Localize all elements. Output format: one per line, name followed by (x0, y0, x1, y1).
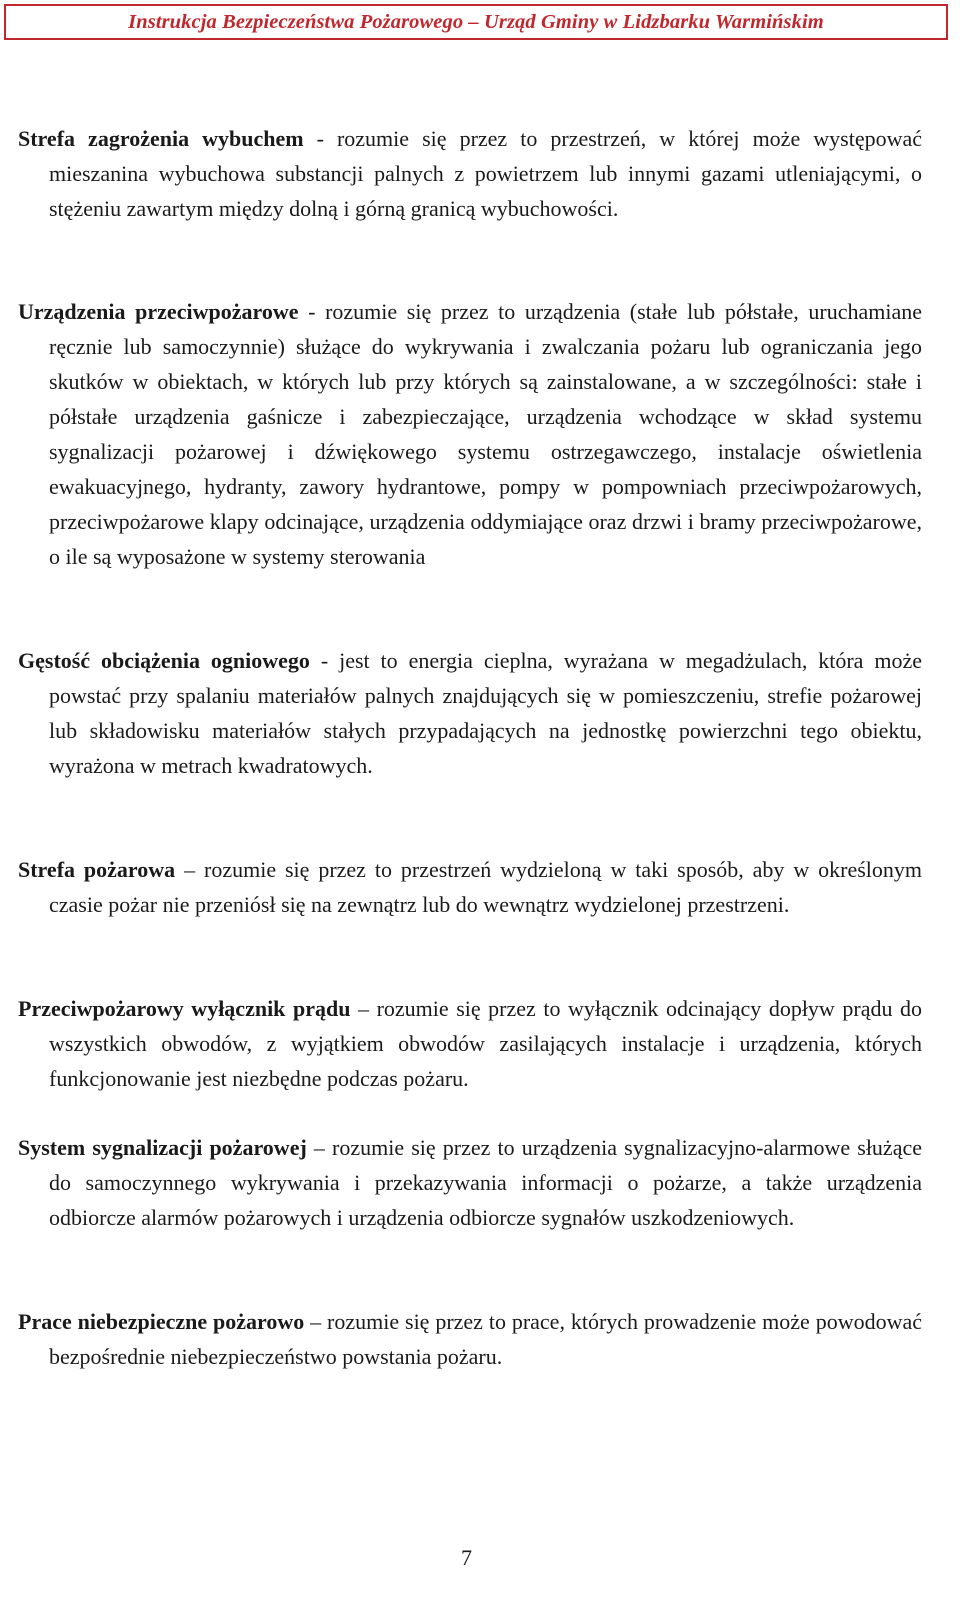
definition-entry (18, 852, 922, 922)
definition-entry (18, 1304, 922, 1374)
definition-term: Prace niebezpieczne pożarowo (18, 1309, 305, 1334)
document-header (4, 4, 948, 40)
definition-entry (18, 121, 922, 226)
definition-entry (18, 991, 922, 1096)
definition-text: rozumie się przez to urządzenia sygnalizacyjno-alarmowe służące do samoczynnego wykrywania i przekazywania informacji o pożarze, a także urządzenia odbiorcze alarmów pożarowych i urządzenia odbiorcze sygnałów uszkodzeniowych. (49, 1135, 922, 1230)
definition-term: Przeciwpożarowy wyłącznik prądu (18, 996, 351, 1021)
definition-term: System sygnalizacji pożarowej (18, 1135, 307, 1160)
page-number: 7 (461, 1545, 472, 1570)
definition-text: rozumie się przez to wyłącznik odcinający dopływ prądu do wszystkich obwodów, z wyjątkiem obwodów zasilających instalacje i urządzenia, których funkcjonowanie jest niezbędne podczas pożaru. (49, 996, 923, 1091)
definition-text: rozumie się przez to przestrzeń, w której może występować mieszanina wybuchowa substancji palnych z powietrzem lub innymi gazami utleniającymi, o stężeniu zawartym między dolną i górną granicą wybuchowości. (49, 126, 922, 221)
definition-text: jest to energia cieplna, wyrażana w megadżulach, która może powstać przy spalaniu materiałów palnych znajdujących się w pomieszczeniu, strefie pożarowej lub składowisku materiałów stałych przypadających na jednostkę powierzchni tego obiektu, wyrażona w metrach kwadratowych. (49, 648, 922, 778)
definition-separator: - (303, 126, 337, 151)
definition-entry (18, 643, 922, 783)
definition-separator: - (298, 299, 326, 324)
definition-text: rozumie się przez to prace, których prowadzenie może powodować bezpośrednie niebezpieczeństwo powstania pożaru. (49, 1309, 923, 1369)
definition-separator: – (175, 857, 204, 882)
definition-separator: - (309, 648, 340, 673)
definition-text: rozumie się przez to przestrzeń wydzieloną w taki sposób, aby w określonym czasie pożar nie przeniósł się na zewnątrz lub do wewnątrz wydzielonej przestrzeni. (49, 857, 923, 917)
definition-term: Strefa pożarowa (18, 857, 176, 882)
definition-separator: – (306, 1135, 333, 1160)
header-title: Instrukcja Bezpieczeństwa Pożarowego – Urząd Gminy w Lidzbarku Warmińskim (128, 10, 824, 33)
definition-term: Urządzenia przeciwpożarowe (18, 299, 299, 324)
definition-term: Gęstość obciążenia ogniowego (18, 648, 310, 673)
definition-separator: – (304, 1309, 328, 1334)
definition-separator: – (350, 996, 377, 1021)
definition-entry (18, 1130, 922, 1235)
definition-text: rozumie się przez to urządzenia (stałe lub półstałe, uruchamiane ręcznie lub samoczynnie) służące do wykrywania i zwalczania pożaru lub ograniczania jego skutków w obiektach, w których lub przy których są zainstalowane, a w szczególności: stałe i półstałe urządzenia gaśnicze i zabezpieczające, urządzenia wchodzące w skład systemu sygnalizacji pożarowej i dźwiękowego systemu ostrzegawczego, instalacje oświetlenia ewakuacyjnego, hydranty, zawory hydrantowe, pompy w pompowniach przeciwpożarowych, przeciwpożarowe klapy odcinające, urządzenia oddymiające oraz drzwi i bramy przeciwpożarowe, o ile są wyposażone w systemy sterowania (49, 299, 922, 569)
definition-entry (18, 294, 922, 574)
definition-term: Strefa zagrożenia wybuchem (18, 126, 304, 151)
